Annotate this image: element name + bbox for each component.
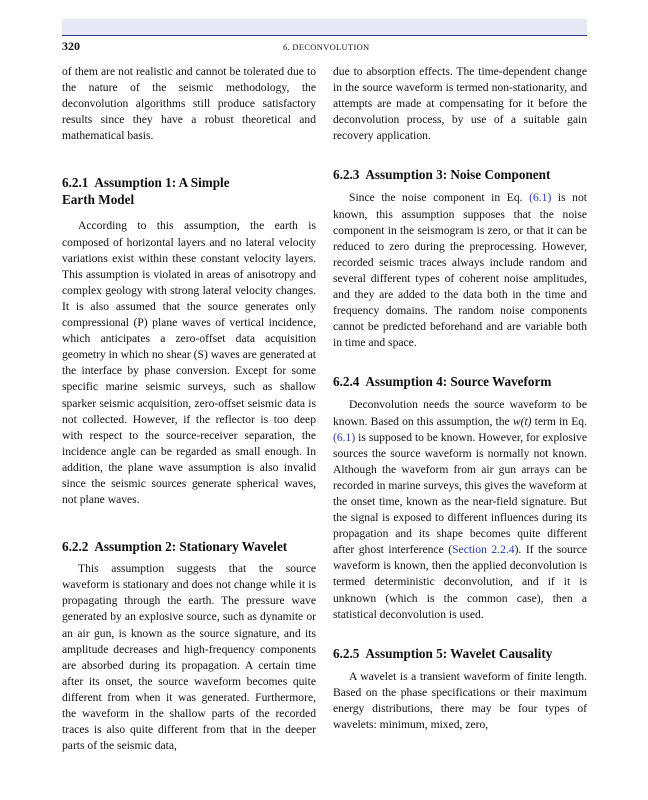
text-run: is not known, this assumption supposes that the noise component in the seismogram is zero, or that it can be reduced to zero during the preprocessing. However, recorded seismic traces always include random and several different types of coherent noise amplitudes, and they are added to the data both in the time and frequency domains. The random noise components cannot be predicted beforehand and are variable both in time and space. <box>333 191 587 350</box>
section-title: Assumption 2: Stationary Wavelet <box>94 539 288 555</box>
section-number: 6.2.5 <box>333 645 360 661</box>
section-number: 6.2.3 <box>333 167 360 183</box>
section-paragraph: This assumption suggests that the source waveform is stationary and does not change while it is propagating through the earth. The pressure wave generated by an explosive source, such as dynamite or an air gun, is known as the source signature, and its amplitude decreases and high-frequency components are absorbed during its propagation. A certain time after its onset, the source waveform becomes quite different from when it was generated. Furthermore, the waveform in the shallow parts of the recorded traces is also quite different from that in the deeper parts of the seismic data, <box>62 562 316 753</box>
section-heading-6-2-4 <box>333 373 587 390</box>
left-column <box>62 64 316 754</box>
section-heading-6-2-2 <box>62 538 316 555</box>
text-run: is supposed to be known. However, for explosive sources the source waveform is normally not known. Although the waveform from air gun arrays can be recorded in marine surveys, this gives the waveform at the onset time, known as the near-field signature. But the signal is exposed to different influences during its propagation and its shape becomes quite different after ghost interference ( <box>333 430 588 557</box>
running-head: 6. DECONVOLUTION <box>283 42 370 52</box>
text-run: Deconvolution needs the source waveform to be known. Based on this assumption, the <box>333 398 587 428</box>
header-band <box>62 19 587 35</box>
section-number: 6.2.4 <box>333 374 360 390</box>
section-paragraph: According to this assumption, the earth is composed of horizontal layers and no lateral velocity variations exist within these constant velocity layers. This assumption is violated in areas of anisotropy and complex geology with strong lateral velocity changes. It is also assumed that the source generates only compressional (P) plane waves of vertical incidence, which anticipates a zero-offset data acquisition geometry in which no shear (S) waves are generated at the interface by phase conversion. Except for some specific marine seismic surveys, such as shallow sparker seismic acquisition, zero-offset seismic data is not collected. However, if the reflector is too deep with respect to the source-receiver separation, the incidence angle can be regarded as small enough. In addition, the plane wave assumption is also invalid since the seismic sources generate spherical waves, not plane waves. <box>62 219 316 507</box>
section-paragraph <box>333 190 587 351</box>
text-run: term in Eq. <box>531 414 587 428</box>
right-column <box>333 64 587 733</box>
section-heading-6-2-5 <box>333 645 587 662</box>
section-title: Assumption 5: Wavelet Causality <box>365 645 553 661</box>
section-paragraph: A wavelet is a transient waveform of finite length. Based on the phase specifications or their maximum energy distributions, there may be four types of wavelets: minimum, mixed, zero, <box>333 669 587 731</box>
header-rule <box>62 35 587 36</box>
continuation-paragraph: due to absorption effects. The time-dependent change in the source waveform is termed non-stationarity, and attempts are made at compensating for it before the deconvolution process, by use of a suitable gain recovery application. <box>333 65 587 143</box>
math-symbol: w(t) <box>512 414 532 428</box>
section-number: 6.2.1 <box>62 175 89 191</box>
page-number: 320 <box>62 39 80 53</box>
equation-link[interactable]: (6.1) <box>529 191 552 205</box>
section-heading-6-2-3 <box>333 166 587 183</box>
section-heading-6-2-1 <box>62 174 262 208</box>
section-link[interactable]: Section 2.2.4 <box>452 543 515 557</box>
section-title: Assumption 4: Source Waveform <box>365 374 552 390</box>
section-title: Assumption 3: Noise Component <box>365 167 551 183</box>
equation-link[interactable]: (6.1) <box>333 430 356 444</box>
section-paragraph <box>333 397 587 622</box>
section-number: 6.2.2 <box>62 539 89 555</box>
text-run: ). If the source waveform is known, then the applied deconvolution is termed deterministic deconvolution, and if it is unknown (which is the common case), then a statistical deconvolution is used. <box>333 543 587 621</box>
section-title: Assumption 1: A Simple Earth Model <box>62 175 230 208</box>
intro-paragraph: of them are not realistic and cannot be tolerated due to the nature of the seismic methodology, the deconvolution algorithms still produce satisfactory results since they have a robust theoretical and mathematical basis. <box>62 65 316 143</box>
text-run: Since the noise component in Eq. <box>349 191 530 205</box>
